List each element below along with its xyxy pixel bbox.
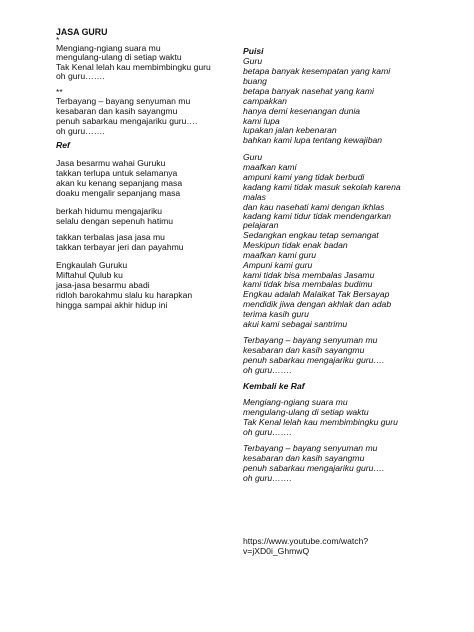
ref-line: takkan terlupa untuk selamanya (56, 168, 178, 178)
guru-line: mendidik jiwa dengan akhlak dan adab (243, 299, 392, 309)
puisi-line: kami lupa (243, 116, 280, 126)
verse1-line: oh guru……. (56, 71, 105, 81)
guru-line: kadang kami tidak masuk sekolah karena (243, 182, 401, 192)
verse2-line: penuh sabarkau mengajariku guru…. (56, 116, 198, 126)
guru-line: terima kasih guru (243, 309, 309, 319)
terbayang-line: kesabaran dan kasih sayangmu (243, 345, 365, 355)
ref-line: selalu dengan sepenuh hatimu (56, 216, 174, 226)
guru-line: maafkan kami (243, 162, 297, 172)
puisi-line: Guru (243, 56, 263, 66)
guru-line: kami tidak bisa membalas budimu (243, 279, 373, 289)
ref-line: berkah hidumu mengajariku (56, 206, 163, 216)
puisi-line: campakkan (243, 96, 287, 106)
guru-line: ampuni kami yang tidak berbudi (243, 172, 365, 182)
kembali-line: Tak Kenal lelah kau membimbingku guru (243, 417, 398, 427)
terbayang-line: Terbayang – bayang senyuman mu (243, 443, 378, 453)
ref-line: takkan terbalas jasa jasa mu (56, 232, 165, 242)
verse1-line: mengulang-ulang di setiap waktu (56, 52, 182, 62)
guru-line: Guru (243, 152, 263, 162)
terbayang-line: oh guru……. (243, 473, 292, 483)
puisi-line: lupakan jalan kebenaran (243, 125, 337, 135)
guru-line: malas (243, 192, 266, 202)
ref-line: Engkaulah Guruku (56, 260, 128, 270)
puisi-line: hanya demi kesenangan dunia (243, 106, 361, 116)
guru-line: Sedangkan engkau tetap semangat (243, 230, 379, 240)
ref-line: akan ku kenang sepanjang masa (56, 178, 183, 188)
marker-double-star: ** (56, 87, 63, 97)
ref-line: jasa-jasa besarmu abadi (56, 280, 150, 290)
guru-line: kadang kami tidur tidak mendengarkan (243, 211, 392, 221)
guru-line: maafkan kami guru (243, 250, 317, 260)
ref-line: takkan terbayar jeri dan payahmu (56, 242, 184, 252)
verse1-line: Tak Kenal lelah kau membimbingku guru (56, 62, 211, 72)
ref-line: hingga sampai akhir hidup ini (56, 300, 168, 310)
terbayang-line: kesabaran dan kasih sayangmu (243, 453, 365, 463)
ref-line: Jasa besarmu wahai Guruku (56, 158, 166, 168)
song-title: JASA GURU (56, 27, 108, 37)
guru-line: Ampuni kami guru (243, 260, 313, 270)
terbayang-line: penuh sabarkau mengajariku guru…. (243, 463, 385, 473)
kembali-line: Mengiang-ngiang suara mu (243, 397, 348, 407)
marker-star: * (56, 35, 60, 45)
guru-line: akui kami sebagai santrimu (243, 319, 348, 329)
guru-line: Meskipun tidak enak badan (243, 240, 348, 250)
ref-line: ridloh barokahmu slalu ku harapkan (56, 290, 193, 300)
terbayang-line: Terbayang – bayang senyuman mu (243, 335, 378, 345)
verse2-line: kesabaran dan kasih sayangmu (56, 106, 178, 116)
terbayang-line: penuh sabarkau mengajariku guru…. (243, 355, 385, 365)
ref-line: Miftahul Qulub ku (56, 270, 123, 280)
ref-heading: Ref (56, 140, 70, 150)
youtube-link[interactable]: https://www.youtube.com/watch? (243, 536, 369, 546)
youtube-link[interactable]: v=jXD0i_GhmwQ (243, 546, 310, 556)
guru-line: dan kau nasehati kami dengan ikhlas (243, 202, 385, 212)
kembali-line: mengulang-ulang di setiap waktu (243, 407, 369, 417)
kembali-heading: Kembali ke Raf (243, 381, 305, 391)
verse2-line: Terbayang – bayang senyuman mu (56, 96, 191, 106)
guru-line: pelajaran (243, 220, 279, 230)
puisi-heading: Puisi (243, 46, 264, 56)
terbayang-line: oh guru……. (243, 365, 292, 375)
ref-line: doaku mengalir sepanjang masa (56, 188, 181, 198)
kembali-line: oh guru……. (243, 427, 292, 437)
guru-line: Engkau adalah Malaikat Tak Bersayap (243, 289, 390, 299)
guru-line: kami tidak bisa membalas Jasamu (243, 270, 375, 280)
puisi-line: bahkan kami lupa tentang kewajiban (243, 135, 383, 145)
verse2-line: oh guru……. (56, 126, 105, 136)
verse1-line: Mengiang-ngiang suara mu (56, 43, 161, 53)
puisi-line: buang (243, 76, 267, 86)
puisi-line: betapa banyak nasehat yang kami (243, 86, 374, 96)
puisi-line: betapa banyak kesempatan yang kami (243, 66, 391, 76)
